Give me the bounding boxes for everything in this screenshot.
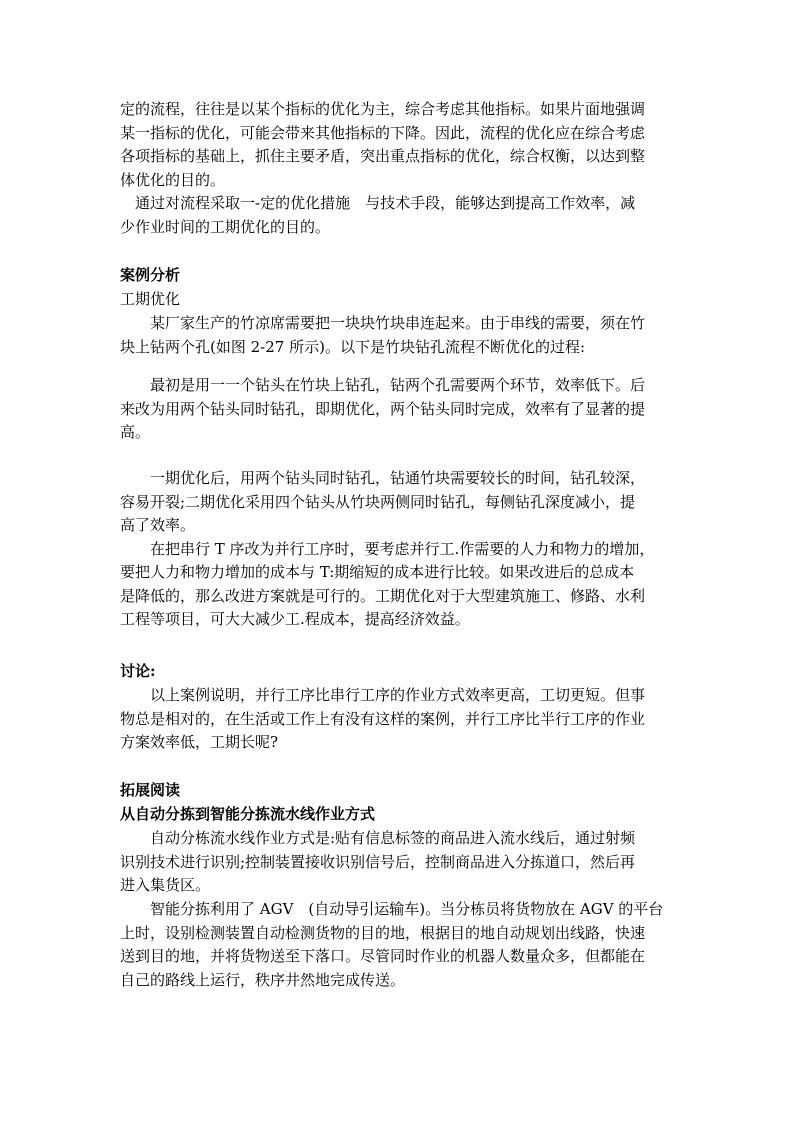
- text-line: 高。: [120, 423, 151, 441]
- text-line: 定的流程，往往是以某个指标的优化为主，综合考虑其他指标。如果片面地强调: [120, 100, 646, 118]
- discussion-paragraph: [120, 684, 680, 755]
- text-line: 自动分栋流水线作业方式是:贴有信息标签的商品进入流水线后，通过射频: [120, 829, 636, 847]
- text-line: 来改为用两个钻头同时钻孔，即期优化，两个钻头同时完成，效率有了显著的提: [120, 399, 646, 418]
- case-paragraph-3: [120, 467, 680, 632]
- intro-paragraph: [120, 98, 680, 239]
- reading-paragraph-2: [120, 898, 680, 992]
- case-paragraph-2: [120, 374, 680, 445]
- text-line: 上时，设别检测装置自动检测货物的目的地，根据目的地自动规划出线路，快速: [120, 923, 646, 942]
- text-line: 方案效率低，工期长呢?: [120, 733, 279, 751]
- text-line: 要把人力和物力增加的成本与 T:期缩短的成本进行比较。如果改进后的总成本: [120, 563, 635, 581]
- reading-paragraph-1: [120, 827, 680, 898]
- text-line: 某厂家生产的竹凉席需要把一块块竹块串连起来。由于串线的需要，须在竹: [120, 314, 646, 332]
- text-line: 在把串行 T 序改为并行工序时，要考虑并行工.作需要的人力和物力的增加，: [120, 539, 655, 558]
- text-line: 体优化的目的。: [120, 170, 226, 189]
- case-paragraph-1: [120, 312, 680, 359]
- text-line: 是降低的，那么改进方案就是可行的。工期优化对于大型建筑施工、修路、水利: [120, 586, 646, 605]
- extended-reading-subheading: 从自动分拣到智能分拣流水线作业方式: [120, 805, 376, 823]
- text-line: 最初是用一一个钻头在竹块上钻孔，钻两个孔需要两个环节，效率低下。后: [120, 376, 646, 394]
- text-line: 通过对流程采取一-定的优化措施 与技术手段，能够达到提高工作效率，减: [120, 194, 636, 212]
- case-subheading: 工期优化: [120, 290, 181, 308]
- text-line: 以上案例说明，并行工序比串行工序的作业方式效率更高，工切更短。但事: [120, 686, 646, 704]
- text-line: 送到目的地，并将货物送至下落口。尽管同时作业的机器人数量众多，但都能在: [120, 947, 646, 965]
- text-line: 块上钻两个孔(如图 2-27 所示)。以下是竹块钻孔流程不断优化的过程:: [120, 337, 585, 356]
- text-line: 智能分拣利用了 AGV (自动导引运输车)。当分栋员将货物放在 AGV 的平台: [120, 900, 664, 918]
- text-line: 工程等项目，可大大减少工.程成本，提高经济效益。: [120, 610, 470, 628]
- text-line: 自己的路线上运行，秩序井然地完成传送。: [120, 970, 406, 989]
- text-line: 容易开裂;二期优化采用四个钻头从竹块两侧同时钻孔，每侧钻孔深度减小，提: [120, 492, 636, 511]
- case-analysis-heading: 案例分析: [120, 266, 181, 284]
- text-line: 物总是相对的，在生活或工作上有没有这样的案例，并行工序比半行工序的作业: [120, 709, 646, 728]
- text-line: 某一指标的优化，可能会带来其他指标的下降。因此，流程的优化应在综合考虑: [120, 123, 646, 142]
- text-line: 进入集货区。: [120, 876, 211, 894]
- text-line: 一期优化后，用两个钻头同时钻孔，钻通竹块需要较长的时间，钻孔较深，: [120, 469, 646, 487]
- text-line: 识别技术进行识别;控制装置接收识别信号后，控制商品进入分拣道口，然后再: [120, 852, 636, 871]
- extended-reading-heading: 拓展阅读: [120, 781, 181, 799]
- text-line: 各项指标的基础上，抓住主要矛盾，突出重点指标的优化，综合权衡，以达到整: [120, 147, 646, 165]
- text-line: 高了效率。: [120, 516, 196, 534]
- discussion-heading: 讨论:: [120, 662, 156, 680]
- text-line: 少作业时间的工期优化的目的。: [120, 217, 331, 236]
